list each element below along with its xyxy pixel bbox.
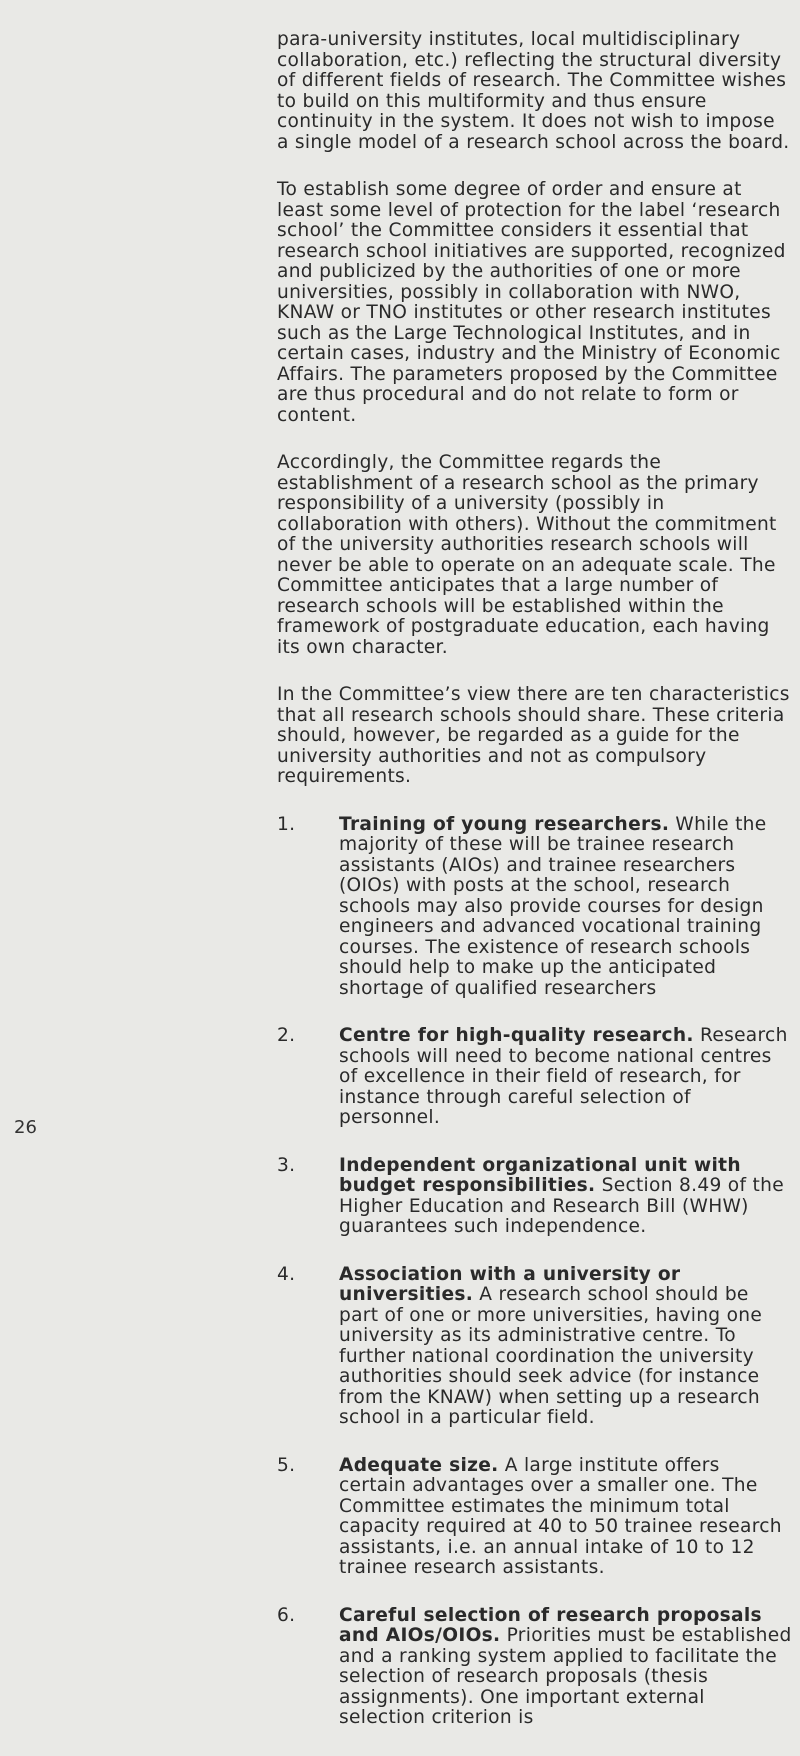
criterion-heading: Centre for high-quality research. — [339, 1025, 694, 1046]
criterion-item — [277, 1265, 792, 1429]
criterion-number: 2. — [277, 1025, 296, 1046]
criterion-item — [277, 1156, 792, 1238]
criterion-text: Section 8.49 of the Higher Education and Research Bill (WHW) guarantees such independence. — [339, 1175, 784, 1237]
criterion-number: 5. — [277, 1454, 296, 1476]
criterion-text: A research school should be part of one or more universities, having one university as its administrative centre. To further national coordination the university authorities should seek advice (for instance from the KNAW) when setting up a research school in a particular field. — [339, 1284, 763, 1428]
criterion-number: 6. — [277, 1604, 296, 1626]
criterion-number: 1. — [277, 813, 296, 835]
paragraph: para-university institutes, local multidisciplinary collaboration, etc.) reflecting the structural diversity of different fields of research. The Committee wishes to build on this multiformity and thus ensure continuity in the system. It does not wish to impose a single model of a research school across the board. — [277, 29, 790, 153]
criterion-number: 4. — [277, 1263, 296, 1285]
criterion-number: 3. — [277, 1154, 296, 1176]
criterion-item — [277, 1026, 792, 1129]
criterion-heading: Training of young researchers. — [339, 813, 670, 835]
criterion-text: Research schools will need to become national centres of excellence in their field of research, for instance through careful selection of personnel. — [339, 1025, 788, 1128]
criterion-text: While the majority of these will be trainee research assistants (AIOs) and trainee researchers (OIOs) with posts at the school, research schools may also provide courses for design engineers and advanced vocational training courses. The existence of research schools should help to make up the anticipated shortage of qualified researchers — [339, 813, 767, 999]
paragraph: In the Committee’s view there are ten characteristics that all research schools should share. These criteria should, however, be regarded as a guide for the university authorities and not as compulsory requirements. — [277, 684, 790, 787]
criteria-list — [277, 815, 792, 1729]
criterion-text: Priorities must be established and a ranking system applied to facilitate the selection of research proposals (thesis assignments). One important external selection criterion is — [339, 1625, 792, 1728]
criterion-heading: Adequate size. — [339, 1454, 499, 1476]
body-text — [277, 30, 792, 1756]
criterion-text: A large institute offers certain advantages over a smaller one. The Committee estimates the minimum total capacity required at 40 to 50 trainee research assistants, i.e. an annual intake of 10 to 12 trainee research assistants. — [339, 1454, 782, 1578]
paragraph: Accordingly, the Committee regards the establishment of a research school as the primary responsibility of a university (possibly in collaboration with others). Without the commitment of the university authorities research schools will never be able to operate on an adequate scale. The Committee anticipates that a large number of research schools will be established within the framework of postgraduate education, each having its own character. — [277, 452, 777, 658]
criterion-item — [277, 1456, 792, 1579]
paragraph: To establish some degree of order and ensure at least some level of protection for the label ‘research school’ the Committee considers it essential that research school initiatives are supported, recognized and publicized by the authorities of one or more universities, possibly in collaboration with NWO, KNAW or TNO institutes or other research institutes such as the Large Technological Institutes, and in certain cases, industry and the Ministry of Economic Affairs. The parameters proposed by the Committee are thus procedural and do not relate to form or content. — [277, 179, 786, 426]
criterion-heading: Careful selection of research proposals and AIOs/OIOs. — [339, 1604, 762, 1646]
criterion-heading: Independent organizational unit with budget responsibilities. — [339, 1154, 741, 1196]
criterion-item — [277, 815, 792, 1000]
page-number: 26 — [14, 1117, 37, 1138]
criterion-item — [277, 1606, 792, 1729]
criterion-heading: Association with a university or universities. — [339, 1263, 681, 1305]
